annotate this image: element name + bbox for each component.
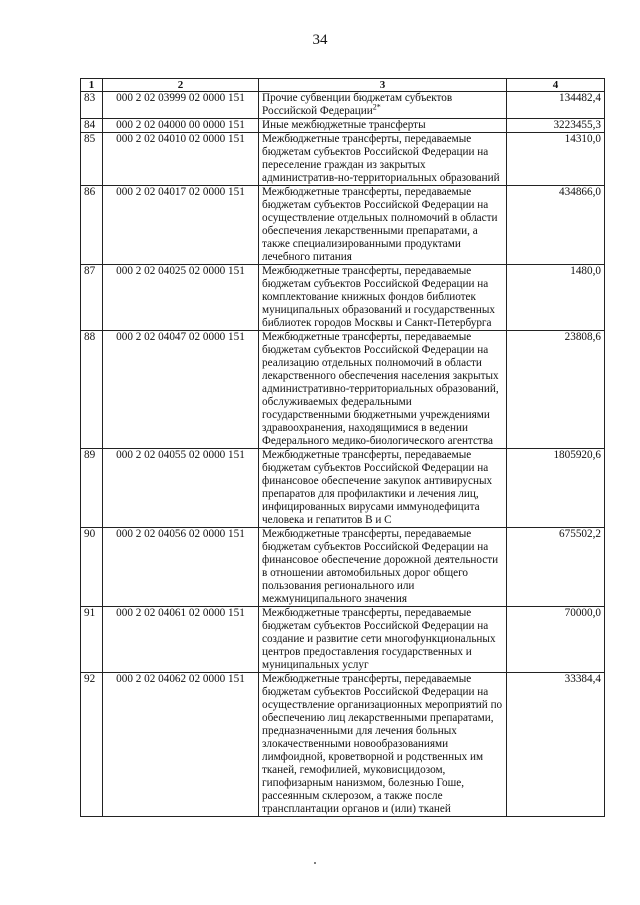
- amount: 434866,0: [507, 186, 605, 265]
- income-name: [259, 92, 507, 119]
- amount: 70000,0: [507, 607, 605, 673]
- row-number: 91: [81, 607, 103, 673]
- amount: 3223455,3: [507, 119, 605, 133]
- amount: 134482,4: [507, 92, 605, 119]
- budget-code: 000 2 02 04062 02 0000 151: [103, 673, 259, 817]
- income-name-text: Межбюджетные трансферты, передаваемые бюджетам субъектов Российской Федерации на комплектование книжных фондов библиотек муниципальных образований и государственных библиотек городов Москвы и Санкт-Петербурга: [262, 265, 495, 329]
- page-number: 34: [312, 32, 328, 48]
- row-number: 83: [81, 92, 103, 119]
- row-number: 90: [81, 528, 103, 607]
- amount: 1805920,6: [507, 449, 605, 528]
- table-row: [81, 119, 605, 133]
- row-number: 86: [81, 186, 103, 265]
- income-name: [259, 331, 507, 449]
- amount: 14310,0: [507, 133, 605, 186]
- row-number: 87: [81, 265, 103, 331]
- income-name-text: Межбюджетные трансферты, передаваемые бюджетам субъектов Российской Федерации на финансовое обеспечение дорожной деятельности в отношении автомобильных дорог общего пользования регионального или межмуниципального значения: [262, 528, 499, 605]
- table-row: [81, 673, 605, 817]
- table-row: [81, 186, 605, 265]
- budget-code: 000 2 02 04061 02 0000 151: [103, 607, 259, 673]
- income-name-text: Межбюджетные трансферты, передаваемые бюджетам субъектов Российской Федерации на осуществление организационных мероприятий по обеспечению лиц лекарственными препаратами, предназначенными для лечения больных злокачественными новообразованиями лимфоидной, кроветворной и родственных им тканей, гемофилией, муковисцидозом, гипофизарным нанизмом, болезнью Гоше, рассеянным склерозом, а также после трансплантации органов и (или) тканей: [262, 673, 503, 815]
- scan-speck: [314, 862, 316, 864]
- table-row: [81, 528, 605, 607]
- table-row: [81, 265, 605, 331]
- amount: 23808,6: [507, 331, 605, 449]
- row-number: 92: [81, 673, 103, 817]
- income-name: [259, 133, 507, 186]
- budget-code: 000 2 02 04047 02 0000 151: [103, 331, 259, 449]
- row-number: 88: [81, 331, 103, 449]
- header-col-2: 2: [103, 79, 259, 92]
- header-col-3: 3: [259, 79, 507, 92]
- income-name-text: Прочие субвенции бюджетам субъектов Российской Федерации: [262, 92, 453, 117]
- row-number: 89: [81, 449, 103, 528]
- budget-code: 000 2 02 04000 00 0000 151: [103, 119, 259, 133]
- budget-table: [80, 78, 605, 817]
- income-name: [259, 265, 507, 331]
- income-name: [259, 607, 507, 673]
- budget-code: 000 2 02 04025 02 0000 151: [103, 265, 259, 331]
- budget-code: 000 2 02 04056 02 0000 151: [103, 528, 259, 607]
- income-name-text: Межбюджетные трансферты, передаваемые бюджетам субъектов Российской Федерации на создание и развитие сети многофункциональных центров предоставления государственных и муниципальных услуг: [262, 607, 496, 671]
- table-row: [81, 607, 605, 673]
- income-name-text: Межбюджетные трансферты, передаваемые бюджетам субъектов Российской Федерации на реализацию отдельных полномочий в области лекарственного обеспечения населения закрытых административно-территориальных образований, обслуживаемых федеральными государственными бюджетными учреждениями здравоохранения, находящимися в ведении Федерального медико-биологического агентства: [262, 331, 499, 447]
- row-number: 85: [81, 133, 103, 186]
- budget-code: 000 2 02 04055 02 0000 151: [103, 449, 259, 528]
- table-row: [81, 92, 605, 119]
- row-number: 84: [81, 119, 103, 133]
- income-name: [259, 186, 507, 265]
- income-name-text: Межбюджетные трансферты, передаваемые бюджетам субъектов Российской Федерации на финансовое обеспечение закупок антивирусных препаратов для профилактики и лечения лиц, инфицированных вирусами иммунодефицита человека и гепатитов В и С: [262, 449, 493, 526]
- income-name: [259, 528, 507, 607]
- income-name: [259, 449, 507, 528]
- header-col-4: 4: [507, 79, 605, 92]
- table-row: [81, 331, 605, 449]
- table-header-row: [81, 79, 605, 92]
- income-name-text: Межбюджетные трансферты, передаваемые бюджетам субъектов Российской Федерации на переселение граждан из закрытых административ-но-территориальных образований: [262, 133, 500, 184]
- amount: 33384,4: [507, 673, 605, 817]
- table-body: [81, 92, 605, 817]
- amount: 1480,0: [507, 265, 605, 331]
- income-name-text: Иные межбюджетные трансферты: [262, 119, 426, 131]
- budget-code: 000 2 02 03999 02 0000 151: [103, 92, 259, 119]
- table-row: [81, 133, 605, 186]
- header-col-1: 1: [81, 79, 103, 92]
- table-row: [81, 449, 605, 528]
- amount: 675502,2: [507, 528, 605, 607]
- income-name-text: Межбюджетные трансферты, передаваемые бюджетам субъектов Российской Федерации на осуществление отдельных полномочий в области обеспечения лекарственными препаратами, а также специализированными продуктами лечебного питания: [262, 186, 498, 263]
- footnote-marker: 2*: [372, 102, 381, 112]
- budget-code: 000 2 02 04010 02 0000 151: [103, 133, 259, 186]
- budget-code: 000 2 02 04017 02 0000 151: [103, 186, 259, 265]
- income-name: [259, 673, 507, 817]
- income-name: [259, 119, 507, 133]
